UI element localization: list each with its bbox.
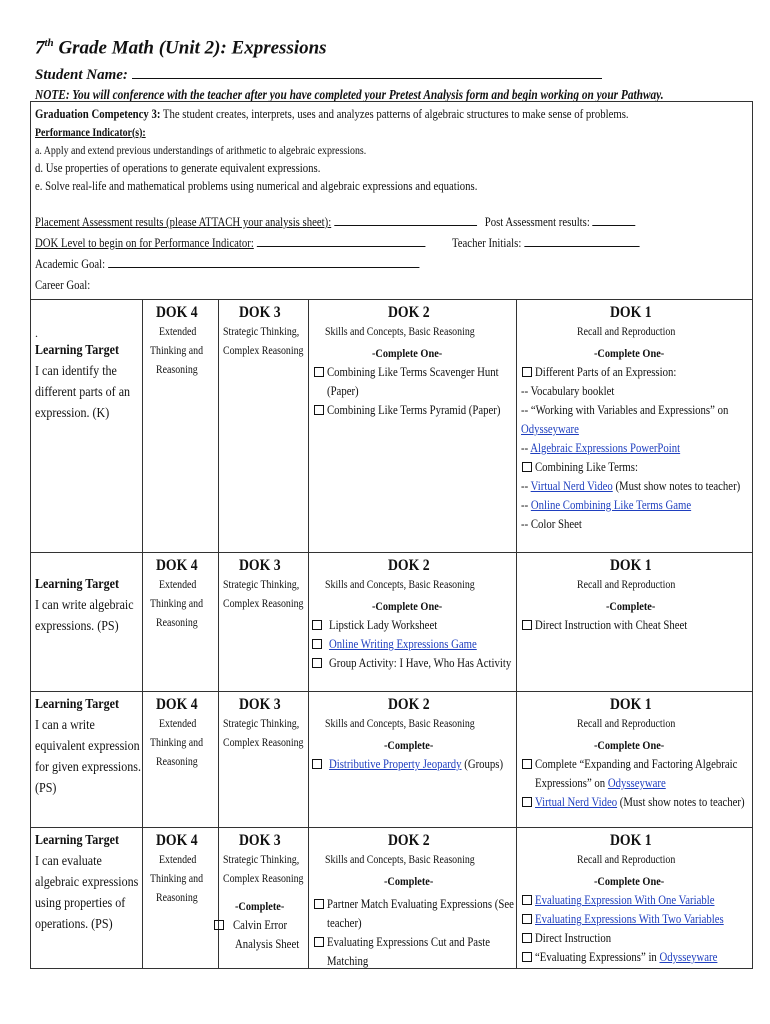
- learning-target-text: using properties of: [35, 896, 126, 911]
- title-number: 7: [35, 37, 45, 59]
- checkbox[interactable]: [522, 759, 532, 769]
- competency-section: [31, 102, 752, 299]
- learning-target-row: [31, 691, 752, 827]
- activity-label: Matching: [327, 954, 369, 968]
- dok3-heading: DOK 3: [239, 696, 281, 713]
- dok2-cell: [309, 828, 517, 968]
- dash-prefix: --: [521, 479, 531, 493]
- checkbox[interactable]: [522, 914, 532, 924]
- learning-target-text: algebraic expressions: [35, 875, 139, 890]
- activity-label: Group Activity: I Have, Who Has Activity: [329, 656, 512, 670]
- activity-label: Direct Instruction with Cheat Sheet: [535, 618, 688, 632]
- indicator-a: a. Apply and extend previous understandings of arithmetic to algebraic expressions.: [35, 145, 367, 157]
- dash-prefix: --: [521, 498, 531, 512]
- activity-label: Expressions” on: [535, 776, 608, 790]
- activity-label: Calvin Error: [233, 918, 288, 932]
- dok2-description: Skills and Concepts, Basic Reasoning: [325, 854, 476, 866]
- combining-like-terms-game-link[interactable]: Online Combining Like Terms Game: [530, 498, 692, 512]
- indicator-d: d. Use properties of operations to generate equivalent expressions.: [35, 161, 321, 175]
- activity-label: Analysis Sheet: [235, 937, 300, 951]
- learning-target-row: [31, 827, 752, 968]
- post-assessment-label: Post Assessment results:: [484, 215, 590, 229]
- algebraic-expressions-powerpoint-link[interactable]: Algebraic Expressions PowerPoint: [530, 441, 681, 455]
- dok3-description: Strategic Thinking,: [223, 579, 300, 591]
- post-assessment-blank[interactable]: [593, 214, 636, 226]
- dok4-description: Extended: [158, 579, 197, 591]
- learning-target-label: Learning Target: [35, 343, 119, 358]
- activity-item[interactable]: [313, 363, 512, 382]
- complete-instruction: -Complete-: [383, 874, 434, 888]
- activity-label: teacher): [327, 916, 362, 930]
- dash-prefix: --: [521, 441, 531, 455]
- dok3-heading: DOK 3: [239, 557, 281, 574]
- complete-instruction: -Complete-: [234, 899, 285, 913]
- dok3-heading: DOK 3: [239, 832, 281, 849]
- learning-target-text: I can identify the: [35, 364, 117, 379]
- learning-target-text: (PS): [35, 781, 57, 796]
- complete-instruction: -Complete One-: [593, 874, 664, 888]
- dok3-heading: DOK 3: [239, 304, 281, 321]
- dok2-heading: DOK 2: [388, 696, 430, 713]
- activity-label: Complete “Expanding and Factoring Algebraic: [535, 757, 738, 771]
- sub-activity: -- Color Sheet: [521, 517, 582, 531]
- activity-item[interactable]: [521, 793, 748, 812]
- complete-instruction: -Complete One-: [593, 346, 664, 360]
- indicator-e: e. Solve real-life and mathematical problems using numerical and algebraic expressions and equations.: [35, 179, 478, 193]
- dok4-cell: [143, 828, 219, 968]
- activity-item-continued: [313, 952, 512, 971]
- learning-target-text: different parts of an: [35, 385, 131, 400]
- learning-target-cell: [31, 828, 143, 968]
- dok4-heading: DOK 4: [156, 304, 198, 321]
- activity-item[interactable]: [313, 635, 512, 654]
- dok1-heading: DOK 1: [610, 832, 652, 849]
- dok3-description: Strategic Thinking,: [223, 854, 300, 866]
- checkbox[interactable]: [522, 797, 532, 807]
- dok1-description: Recall and Reproduction: [577, 854, 676, 866]
- activity-item[interactable]: [521, 363, 748, 382]
- dok4-cell: [143, 692, 219, 827]
- activity-item-continued: [313, 914, 512, 933]
- checkbox[interactable]: [214, 920, 224, 930]
- activity-item-continued: [313, 382, 512, 401]
- dok4-cell: [143, 300, 219, 552]
- activity-label: Direct Instruction: [535, 931, 612, 945]
- dok1-cell: [517, 300, 752, 552]
- dok1-cell: [517, 828, 752, 968]
- activity-label: Partner Match Evaluating Expressions (See: [327, 897, 514, 911]
- complete-instruction: -Complete One-: [371, 599, 442, 613]
- dok4-heading: DOK 4: [156, 557, 198, 574]
- learning-target-text: expression. (K): [35, 406, 110, 421]
- performance-indicators-label: Performance Indicator(s):: [35, 127, 146, 139]
- activity-item[interactable]: [521, 910, 748, 929]
- activity-label: Combining Like Terms Pyramid (Paper): [327, 403, 501, 417]
- learning-target-text: I can evaluate: [35, 854, 102, 869]
- dok4-description: Extended: [158, 718, 197, 730]
- complete-instruction: -Complete One-: [593, 738, 664, 752]
- dok2-heading: DOK 2: [388, 304, 430, 321]
- dok3-description: Complex Reasoning: [223, 873, 304, 885]
- learning-target-text: operations. (PS): [35, 917, 113, 932]
- complete-instruction: -Complete One-: [371, 346, 442, 360]
- activity-label: Evaluating Expressions Cut and Paste: [327, 935, 491, 949]
- academic-goal-blank[interactable]: [108, 256, 419, 268]
- activity-item[interactable]: [313, 401, 512, 420]
- graduation-competency-text: The student creates, interprets, uses and analyzes patterns of algebraic structures to make sense of problems.: [160, 107, 629, 121]
- dok1-heading: DOK 1: [610, 304, 652, 321]
- checkbox[interactable]: [312, 658, 322, 668]
- dok4-description: Extended: [158, 326, 197, 338]
- complete-instruction: -Complete-: [383, 738, 434, 752]
- placement-results-blank[interactable]: [334, 214, 477, 226]
- checkbox[interactable]: [314, 367, 324, 377]
- activity-item[interactable]: [521, 948, 748, 967]
- dok4-description: Thinking and: [149, 737, 203, 749]
- activity-item[interactable]: [213, 916, 304, 935]
- learning-target-text: I can write algebraic: [35, 598, 134, 613]
- learning-target-cell: [31, 692, 143, 827]
- activity-item[interactable]: [313, 933, 512, 952]
- activity-label: “Evaluating Expressions” in: [535, 950, 660, 964]
- dok3-cell: [219, 692, 309, 827]
- dok2-description: Skills and Concepts, Basic Reasoning: [325, 579, 476, 591]
- document-header: [35, 30, 755, 105]
- dok4-description: Reasoning: [156, 892, 198, 904]
- evaluating-one-variable-link[interactable]: Evaluating Expression With One Variable: [535, 893, 715, 907]
- activity-item-continued: [213, 935, 304, 954]
- learning-target-cell: [31, 300, 143, 552]
- lead-mark: .: [35, 326, 38, 340]
- activity-label: Combining Like Terms Scavenger Hunt: [327, 365, 499, 379]
- dok-begin-label: DOK Level to begin on for Performance Indicator:: [35, 236, 254, 250]
- activity-label: (Groups): [461, 757, 504, 771]
- dok2-cell: [309, 553, 517, 691]
- learning-target-text: expressions. (PS): [35, 619, 119, 634]
- checkbox[interactable]: [522, 620, 532, 630]
- student-name-label: Student Name:: [35, 67, 128, 84]
- dok4-description: Extended: [158, 854, 197, 866]
- activity-label: (Must show notes to teacher): [617, 795, 745, 809]
- checkbox[interactable]: [522, 462, 532, 472]
- learning-target-label: Learning Target: [35, 833, 119, 848]
- learning-target-text: equivalent expression: [35, 739, 140, 754]
- dok4-description: Reasoning: [156, 617, 198, 629]
- activity-item[interactable]: [313, 755, 512, 774]
- dok1-cell: [517, 553, 752, 691]
- checkbox[interactable]: [522, 367, 532, 377]
- dok3-description: Complex Reasoning: [223, 737, 304, 749]
- dok2-description: Skills and Concepts, Basic Reasoning: [325, 326, 476, 338]
- dok4-description: Reasoning: [156, 364, 198, 376]
- graduation-competency-label: Graduation Competency 3:: [35, 107, 161, 121]
- dok4-heading: DOK 4: [156, 832, 198, 849]
- teacher-initials-label: Teacher Initials:: [451, 236, 522, 250]
- dok4-description: Thinking and: [149, 345, 203, 357]
- dok4-description: Reasoning: [156, 756, 198, 768]
- career-goal-label: Career Goal:: [35, 278, 91, 292]
- virtual-nerd-video-link[interactable]: Virtual Nerd Video: [530, 479, 613, 493]
- checkbox[interactable]: [312, 759, 322, 769]
- activity-item[interactable]: [313, 895, 512, 914]
- dok2-cell: [309, 300, 517, 552]
- checkbox[interactable]: [522, 952, 532, 962]
- learning-target-label: Learning Target: [35, 697, 119, 712]
- learning-target-text: I can a write: [35, 718, 95, 733]
- learning-target-label: Learning Target: [35, 577, 119, 592]
- checkbox[interactable]: [312, 639, 322, 649]
- activity-item[interactable]: [313, 616, 512, 635]
- activity-item[interactable]: [521, 755, 748, 774]
- learning-target-cell: [31, 553, 143, 691]
- activity-label: (Paper): [327, 384, 359, 398]
- dok2-heading: DOK 2: [388, 832, 430, 849]
- checkbox[interactable]: [314, 937, 324, 947]
- activity-label: Different Parts of an Expression:: [535, 365, 677, 379]
- activity-label: Combining Like Terms:: [535, 460, 638, 474]
- checkbox[interactable]: [522, 895, 532, 905]
- dok4-description: Thinking and: [149, 873, 203, 885]
- page-title: [35, 30, 755, 61]
- checkbox[interactable]: [314, 405, 324, 415]
- student-name-blank[interactable]: [132, 65, 602, 79]
- odysseyware-link[interactable]: Odysseyware: [521, 422, 579, 436]
- activity-item[interactable]: [521, 616, 748, 635]
- complete-instruction: -Complete-: [605, 599, 656, 613]
- dok1-description: Recall and Reproduction: [577, 579, 676, 591]
- learning-target-row: [31, 552, 752, 691]
- title-text: Grade Math (Unit 2): Expressions: [53, 37, 327, 59]
- odysseyware-link[interactable]: Odysseyware: [607, 776, 666, 790]
- activity-item[interactable]: [521, 929, 748, 948]
- dok4-description: Thinking and: [149, 598, 203, 610]
- learning-target-text: for given expressions.: [35, 760, 142, 775]
- checkbox[interactable]: [312, 620, 322, 630]
- dok3-description: Strategic Thinking,: [223, 718, 300, 730]
- dok3-description: Complex Reasoning: [223, 598, 304, 610]
- dok3-description: Complex Reasoning: [223, 345, 304, 357]
- academic-goal-label: Academic Goal:: [35, 257, 106, 271]
- dok2-heading: DOK 2: [388, 557, 430, 574]
- dok1-heading: DOK 1: [610, 557, 652, 574]
- title-superscript: th: [44, 37, 54, 49]
- dok2-description: Skills and Concepts, Basic Reasoning: [325, 718, 476, 730]
- dok1-description: Recall and Reproduction: [577, 718, 676, 730]
- virtual-nerd-video-link[interactable]: Virtual Nerd Video: [535, 795, 618, 809]
- sub-activity: (Must show notes to teacher): [612, 479, 741, 493]
- dok3-cell: [219, 553, 309, 691]
- distributive-property-jeopardy-link[interactable]: Distributive Property Jeopardy: [329, 757, 462, 771]
- note-text: NOTE: You will conference with the teacher after you have completed your Pretest Analysis form and begin working on your Pathway.: [35, 88, 664, 104]
- checkbox[interactable]: [522, 933, 532, 943]
- activity-item[interactable]: [521, 458, 748, 477]
- teacher-initials-blank[interactable]: [524, 235, 639, 247]
- dok3-cell: [219, 828, 309, 968]
- activity-item[interactable]: [521, 891, 748, 910]
- pathway-table: [30, 101, 753, 969]
- dok1-cell: [517, 692, 752, 827]
- dok2-cell: [309, 692, 517, 827]
- placement-results-label: Placement Assessment results (please ATTACH your analysis sheet):: [35, 215, 332, 229]
- sub-activity: -- Vocabulary booklet: [521, 384, 615, 398]
- dok4-cell: [143, 553, 219, 691]
- online-writing-expressions-game-link[interactable]: Online Writing Expressions Game: [329, 637, 477, 651]
- activity-label: Lipstick Lady Worksheet: [329, 618, 438, 632]
- dok3-description: Strategic Thinking,: [223, 326, 300, 338]
- odysseyware-link[interactable]: Odysseyware: [659, 950, 718, 964]
- evaluating-two-variables-link[interactable]: Evaluating Expressions With Two Variables: [535, 912, 724, 926]
- learning-target-row: [31, 299, 752, 552]
- dok4-heading: DOK 4: [156, 696, 198, 713]
- dok3-cell: [219, 300, 309, 552]
- sub-activity: -- “Working with Variables and Expressions” on: [521, 403, 729, 417]
- dok1-heading: DOK 1: [610, 696, 652, 713]
- checkbox[interactable]: [314, 899, 324, 909]
- dok1-description: Recall and Reproduction: [577, 326, 676, 338]
- activity-item-continued: [521, 774, 748, 793]
- student-name-row: [35, 64, 755, 86]
- dok-begin-blank[interactable]: [257, 235, 426, 247]
- activity-item[interactable]: [313, 654, 512, 673]
